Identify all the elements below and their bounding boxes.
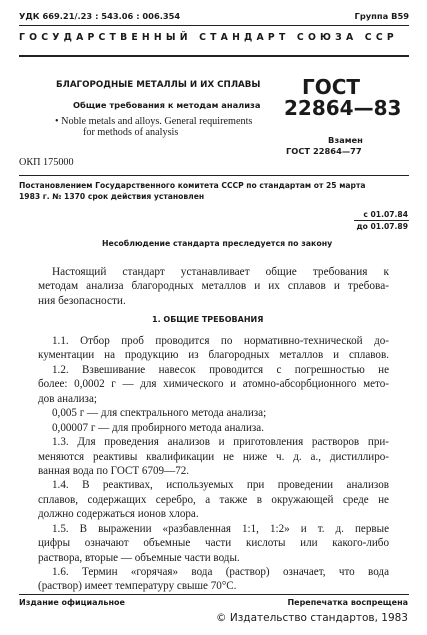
text-line: 0,005 г — для спектрального метода анализа;	[52, 407, 267, 420]
text-line: кументации на продукцию из благородных металлов и сплавов.	[38, 349, 389, 362]
subtitle-ru: Общие требования к методам анализа	[73, 100, 261, 110]
decree-line1: Постановлением Государственного комитета СССР по стандартам от 25 марта	[19, 181, 366, 190]
title-ru: БЛАГОРОДНЫЕ МЕТАЛЛЫ И ИХ СПЛАВЫ	[56, 80, 261, 90]
section-1-body	[38, 334, 389, 594]
text-line: раствора, вторые — объемные части воды.	[38, 551, 240, 564]
text-line: 1.4. В реактивах, используемых при проведении анализов	[52, 479, 389, 492]
text-line: дов анализа;	[38, 392, 97, 405]
udc-code: УДК 669.21/.23 : 543.06 : 006.354	[19, 11, 181, 21]
header-bottom-rule	[19, 55, 409, 57]
text-line: более: 0,0002 г — для химического и атомно-абсорбционного мето-	[38, 378, 389, 391]
title-en-line1: • Noble metals and alloys. General requirements	[55, 116, 253, 127]
text-line: 1.2. Взвешивание навесок проводится с погрешностью не	[52, 363, 389, 376]
legal-warning: Несоблюдение стандарта преследуется по закону	[102, 239, 333, 248]
title-block-rule	[19, 175, 409, 176]
text-line: должно содержаться ионов хлора.	[38, 508, 199, 521]
decree-line2: 1983 г. № 1370 срок действия установлен	[19, 192, 205, 201]
text-line: 0,00007 г — для пробирного метода анализа.	[52, 421, 264, 434]
header-top-rule	[19, 25, 409, 26]
footer-rule	[19, 594, 409, 595]
gost-label: ГОСТ	[302, 75, 361, 99]
okp-code: ОКП 175000	[19, 157, 74, 168]
decree-to-date: до 01.07.89	[356, 222, 408, 231]
gost-number: 22864—83	[284, 96, 402, 120]
text-line: 1.1. Отбор проб проводится по нормативно-технической до-	[52, 335, 389, 347]
text-line: цифры означают объемные части кислоты или какого-либо	[38, 537, 389, 550]
text-line: 1.5. В выражении «разбавленная 1:1, 1:2» и т. д. первые	[52, 522, 389, 535]
footer-copyright: © Издательство стандартов, 1983	[216, 612, 408, 624]
text-line: сплавов, содержащих серебро, а также в окружающей среде не	[38, 493, 389, 506]
text-line: 1.6. Термин «горячая» вода (раствор) означает, что вода	[52, 566, 389, 578]
text-line: 1.3. Для проведения анализов и приготовления растворов при-	[52, 436, 389, 449]
footer-reprint-forbidden: Перепечатка воспрещена	[287, 598, 408, 607]
text-line: меняются реактивы квалификации не ниже ч. д. а., дистиллиро-	[38, 450, 389, 463]
text-line: методам анализа благородных металлов и их сплавов и требова-	[38, 280, 389, 293]
decree-from-date: с 01.07.84	[363, 210, 408, 219]
footer-official-edition: Издание официальное	[19, 598, 125, 607]
replaces-value: ГОСТ 22864—77	[286, 146, 362, 156]
decree-date-rule	[354, 220, 409, 221]
standard-type: ГОСУДАРСТВЕННЫЙ СТАНДАРТ СОЮЗА ССР	[19, 32, 398, 43]
title-en-line2: for methods of analysis	[83, 127, 179, 138]
intro-paragraph	[38, 265, 389, 308]
text-line: ванная вода по ГОСТ 6709—72.	[38, 464, 190, 477]
section-1-title: 1. ОБЩИЕ ТРЕБОВАНИЯ	[152, 315, 264, 324]
text-line: ния безопасности.	[38, 294, 126, 307]
text-line: Настоящий стандарт устанавливает общие требования к	[52, 266, 389, 278]
group-code: Группа В59	[354, 11, 409, 21]
replaces-label: Взамен	[328, 135, 363, 145]
text-line: (раствор) имеет температуру свыше 70°С.	[38, 580, 237, 593]
